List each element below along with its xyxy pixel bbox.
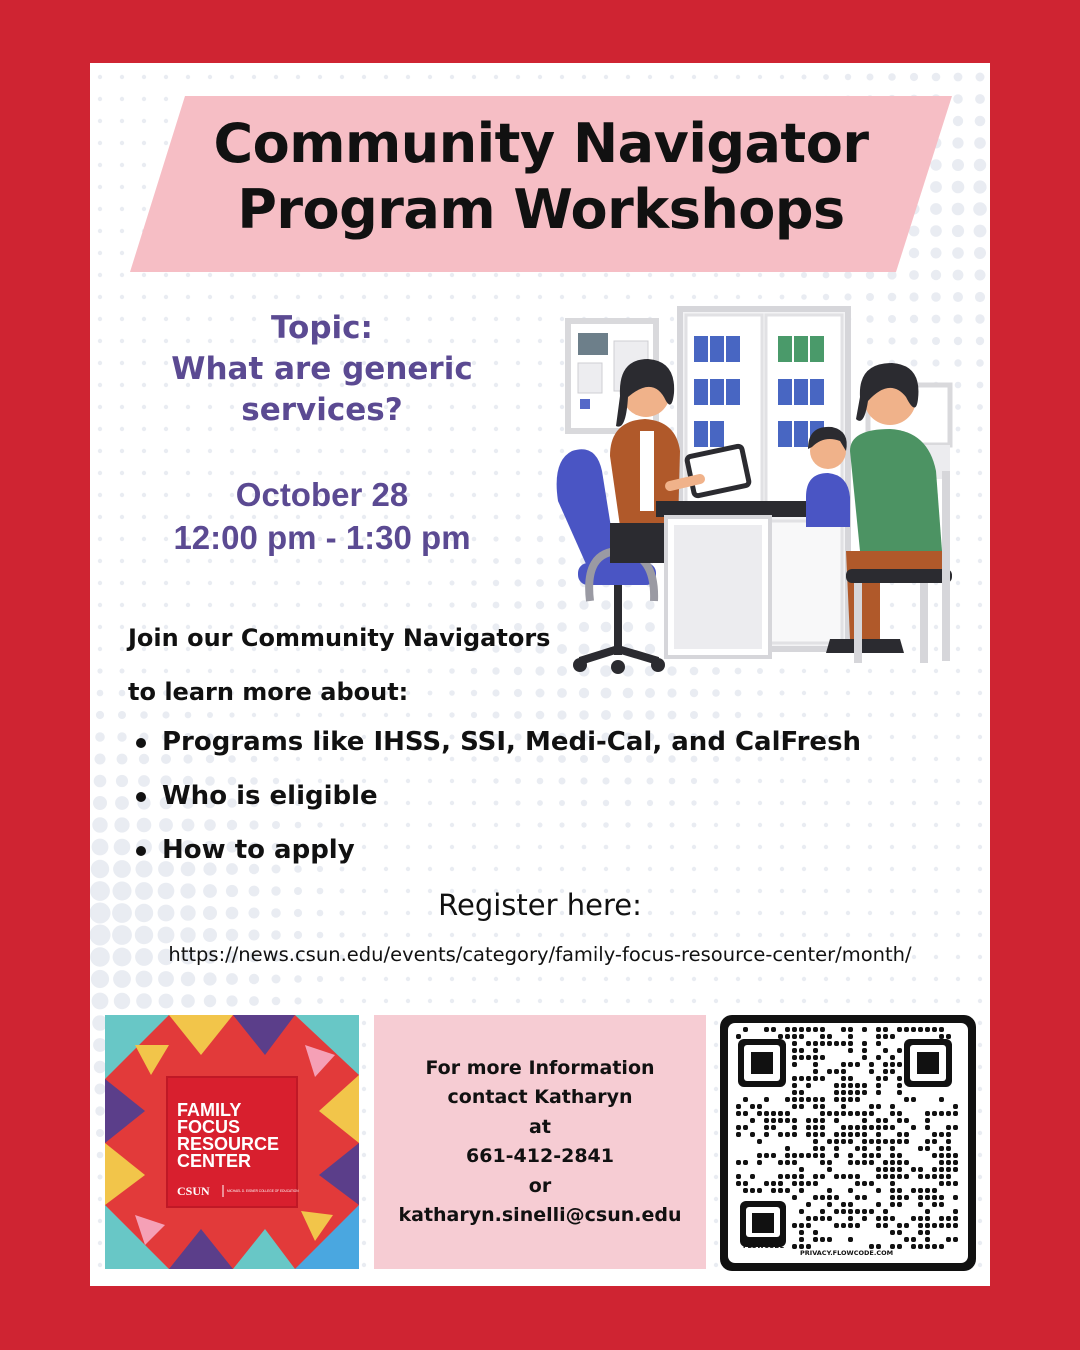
list-item [128,715,928,769]
list-item-text: Programs like IHSS, SSI, Medi-Cal, and CalFresh [162,727,862,757]
logo-line-4: CENTER [177,1151,252,1171]
logo-brand: CSUN [177,1184,210,1198]
logo-line-1: FAMILY [177,1100,242,1120]
contact-phone[interactable]: 661-412-2841 [466,1145,614,1167]
logo-line-3: RESOURCE [177,1134,280,1154]
qr-privacy: PRIVACY.FLOWCODE.COM [800,1249,894,1257]
event-time: 12:00 pm - 1:30 pm [173,519,471,556]
intro-text [128,611,648,719]
list-item-text: Who is eligible [162,781,378,811]
topic-label: Topic: [271,310,373,346]
qr-brand: FLOWCODE [743,1242,785,1250]
topic-block [130,308,514,431]
bullet-icon [136,738,146,748]
register-link[interactable]: https://news.csun.edu/events/category/family-focus-resource-center/month/ [168,943,912,966]
event-date: October 28 [235,476,409,513]
list-item-text: How to apply [162,835,355,865]
contact-line-1: For more Information [425,1056,655,1079]
contact-line-5: or [528,1174,552,1197]
bullet-icon [136,792,146,802]
topic-question-line-1: What are generic [171,351,473,387]
page-title [130,111,952,243]
contact-line-3: at [529,1115,551,1138]
list-item [128,823,928,877]
topics-list [128,715,928,877]
intro-line-1: Join our Community Navigators [128,624,551,652]
flyer-card [90,63,990,1286]
title-line-2: Program Workshops [237,178,845,241]
topic-question-line-2: services? [241,392,403,428]
list-item [128,769,928,823]
contact-line-2: contact Katharyn [447,1086,633,1108]
contact-email[interactable]: katharyn.sinelli@csun.edu [398,1204,682,1226]
family-focus-resource-center-logo [105,1015,359,1269]
event-datetime [130,473,514,559]
title-line-1: Community Navigator [213,112,869,175]
register-label: Register here: [438,888,642,922]
qr-code[interactable] [720,1015,976,1271]
intro-line-2: to learn more about: [128,678,409,706]
qr-pattern [728,1023,968,1263]
logo-line-2: FOCUS [177,1117,240,1137]
bullet-icon [136,846,146,856]
logo-college: MICHAEL D. EISNER COLLEGE OF EDUCATION [227,1189,299,1193]
contact-box [374,1015,706,1269]
